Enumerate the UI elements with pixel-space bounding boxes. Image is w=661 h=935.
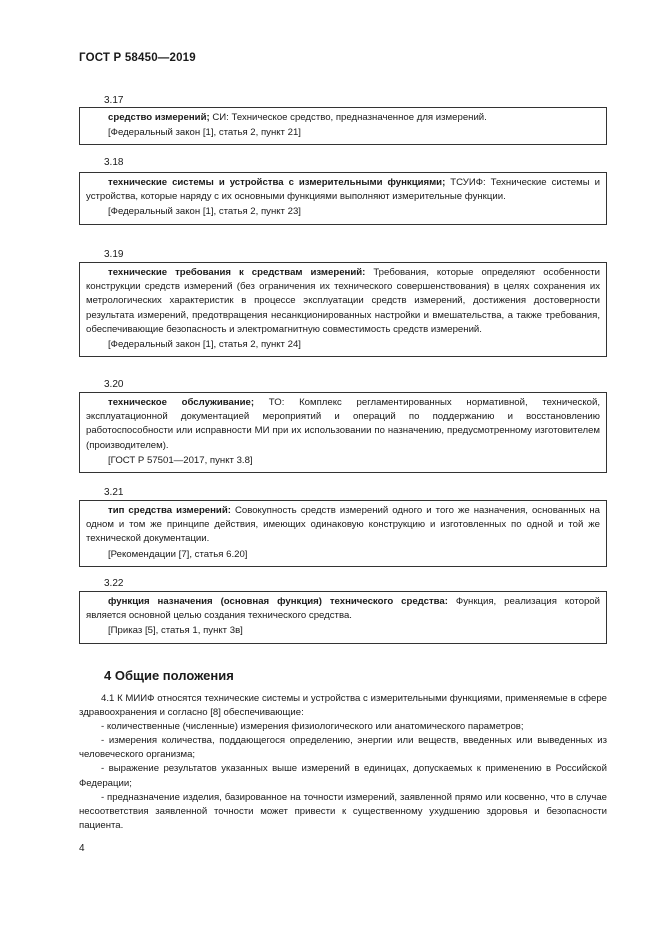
term-title: технические требования к средствам измерений: <box>108 267 366 278</box>
term-title: техническое обслуживание; <box>108 397 255 408</box>
term-definition <box>86 111 600 125</box>
term-title: технические системы и устройства с измерительными функциями; <box>108 177 446 188</box>
term-number: 3.17 <box>104 95 124 106</box>
term-box <box>79 591 607 644</box>
term-title: функция назначения (основная функция) технического средства: <box>108 596 448 607</box>
term-text: ТО: Комплекс регламентированных нормативной, технической, эксплуатационной документацией мероприятий и операций по поддержанию и восстановлению работоспособности или исправности МИ при их использовании по назначению, предусмотренному изготовителем (производителем). <box>86 397 601 451</box>
term-number: 3.19 <box>104 249 124 260</box>
term-box <box>79 262 607 357</box>
term-box <box>79 500 607 567</box>
term-title: средство измерений; <box>108 112 210 123</box>
term-text: Требования, которые определяют особенности конструкции средств измерений (без ограничения их технического совершенствования) в целях сохранения их метрологических характеристик в процессе эксплуатации средств измерений, достижения достоверности результата измерений, предотвращения несанкционированных настройки и вмешательства, а также требования, обеспечивающие безопасность и электромагнитную совместимость средств измерений. <box>86 267 600 335</box>
term-source: [Федеральный закон [1], статья 2, пункт 23] <box>108 206 301 218</box>
list-item: - количественные (численные) измерения физиологического или анатомического параметров; <box>101 721 524 733</box>
section-title: 4 Общие положения <box>104 668 234 683</box>
term-definition <box>86 595 600 623</box>
term-text: СИ: Техническое средство, предназначенное для измерений. <box>209 112 487 123</box>
paragraph: 4.1 К МИИФ относятся технические системы и устройства с измерительными функциями, применяемые в сфере здравоохранения и согласно [8] обеспечивающие: <box>79 693 607 719</box>
term-source: [Рекомендации [7], статья 6.20] <box>108 548 248 560</box>
term-title: тип средства измерений: <box>108 505 231 516</box>
term-text: Совокупность средств измерений одного и того же назначения, основанных на одном и том же принципе действия, имеющих одинаковую конструкцию и изготовленных по одной и той же технической документации. <box>86 505 601 545</box>
term-text: ТСУИФ: Технические системы и устройства, которые наряду с их основными функциями выполняют измерительные функции. <box>86 177 600 203</box>
term-number: 3.18 <box>104 157 124 168</box>
list-item: - измерения количества, поддающегося определению, энергии или веществ, введенных или выведенных из человеческого организма; <box>79 735 607 761</box>
term-definition <box>86 266 600 337</box>
term-box <box>79 172 607 225</box>
term-source: [ГОСТ Р 57501—2017, пункт 3.8] <box>108 454 253 466</box>
list-item: - предназначение изделия, базированное на точности измерений, заявленной прямо или косвенно, что в случае несоответствия заявленной точности может привести к существенному ухудшению здоровья и безопасности пациента. <box>79 791 607 831</box>
term-box <box>79 107 607 145</box>
term-source: [Федеральный закон [1], статья 2, пункт 24] <box>108 339 301 351</box>
term-definition <box>86 176 600 204</box>
term-number: 3.22 <box>104 578 124 589</box>
term-definition <box>86 396 600 453</box>
term-source: [Федеральный закон [1], статья 2, пункт 21] <box>108 127 301 139</box>
list-item: - выражение результатов указанных выше измерений в единицах, допускаемых к применению в Российской Федерации; <box>79 763 607 789</box>
document-header: ГОСТ Р 58450—2019 <box>79 52 196 64</box>
page-number: 4 <box>79 843 85 854</box>
term-number: 3.20 <box>104 379 124 390</box>
term-source: [Приказ [5], статья 1, пункт 3в] <box>108 625 243 637</box>
term-box <box>79 392 607 473</box>
term-definition <box>86 504 600 547</box>
section-body <box>79 692 607 833</box>
term-number: 3.21 <box>104 487 124 498</box>
term-text: Функция, реализация которой является основной целью создания технического средства. <box>86 596 600 622</box>
